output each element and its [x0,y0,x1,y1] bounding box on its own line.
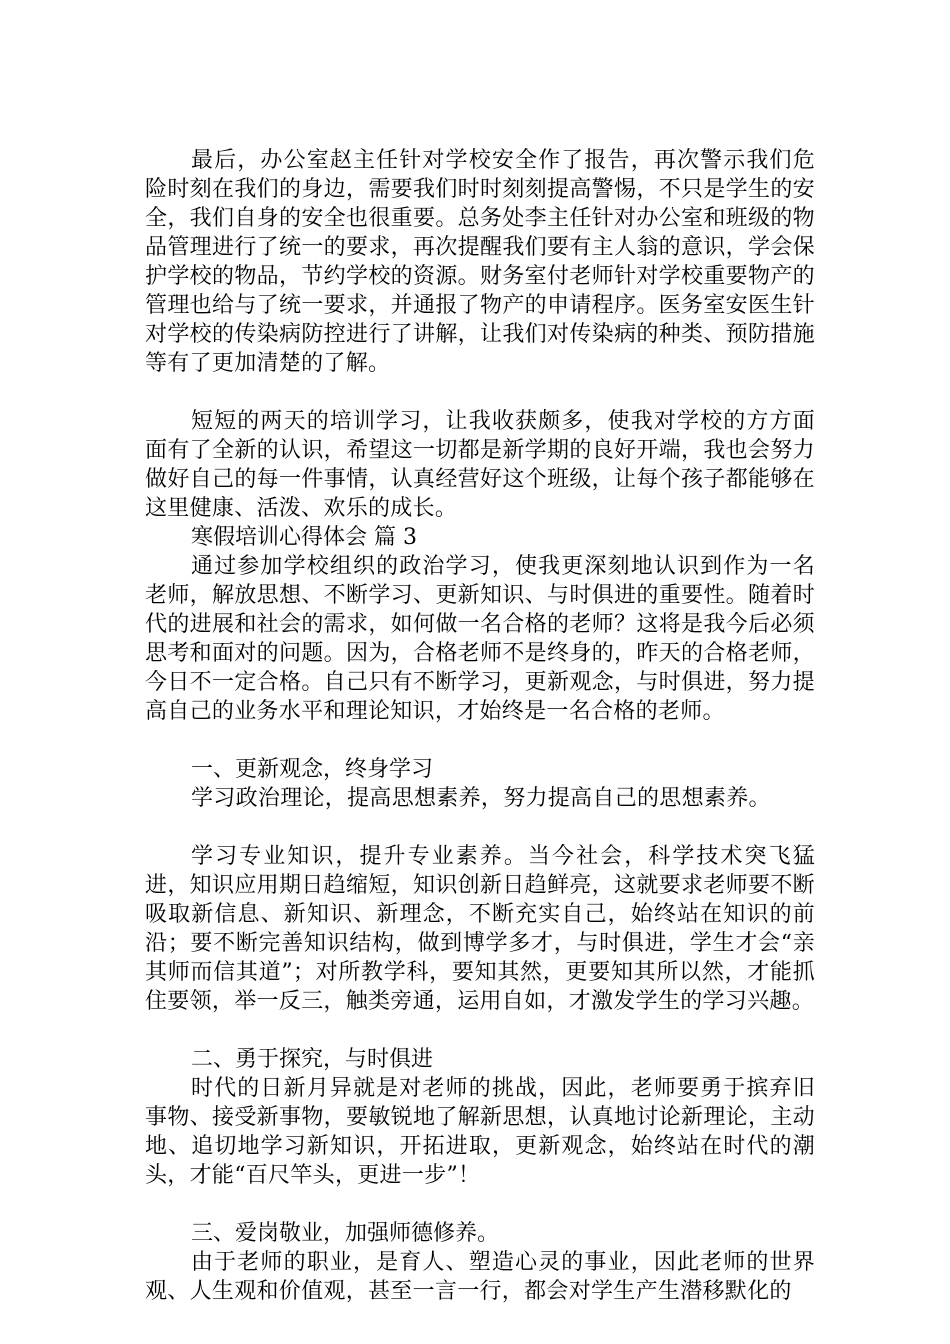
heading-dedication-ethics: 三、爱岗敬业，加强师德修养。 [191,1221,500,1246]
paragraph-political-theory: 学习政治理论，提高思想素养，努力提高自己的思想素养。 [191,786,771,811]
section-title-part-3: 寒假培训心得体会 篇 3 [191,525,417,550]
paragraph-professional-knowledge: 学习专业知识，提升专业素养。当今社会，科学技术突飞猛进，知识应用期日趋缩短，知识创新日趋鲜亮，这就要求老师要不断吸取新信息、新知识、新理念，不断充实自己，始终站在知识的前沿；要不断完善知识结构，做到博学多才，与时俱进，学生才会“亲其师而信其道”；对所教学科，要知其然，更要知其所以然，才能抓住要领，举一反三，触类旁通，运用自如，才激发学生的学习兴趣。 [145,844,815,1014]
paragraph-teacher-profession: 由于老师的职业，是育人、塑造心灵的事业，因此老师的世界观、人生观和价值观，甚至一言一行，都会对学生产生潜移默化的 [145,1250,815,1304]
heading-explore-progress: 二、勇于探究，与时俱进 [191,1047,434,1072]
paragraph-political-study: 通过参加学校组织的政治学习，使我更深刻地认识到作为一名老师，解放思想、不断学习、更新知识、与时俱进的重要性。随着时代的进展和社会的需求，如何做一名合格的老师？这将是我今后必须思考和面对的问题。因为，合格老师不是终身的，昨天的合格老师，今日不一定合格。自己只有不断学习，更新观念，与时俱进，努力提高自己的业务水平和理论知识，才始终是一名合格的老师。 [145,554,815,724]
paragraph-training-summary: 短短的两天的培训学习，让我收获颇多，使我对学校的方方面面有了全新的认识，希望这一切都是新学期的良好开端，我也会努力做好自己的每一件事情，认真经营好这个班级，让每个孩子都能够在这里健康、活泼、欢乐的成长。 [145,409,815,521]
paragraph-times-challenge: 时代的日新月异就是对老师的挑战，因此，老师要勇于摈弃旧事物、接受新事物，要敏锐地了解新思想，认真地讨论新理论，主动地、追切地学习新知识，开拓进取，更新观念，始终站在时代的潮头，才能“百尺竿头，更进一步”！ [145,1076,815,1188]
paragraph-safety-report: 最后，办公室赵主任针对学校安全作了报告，再次警示我们危险时刻在我们的身边，需要我们时时刻刻提高警惕，不只是学生的安全，我们自身的安全也很重要。总务处李主任针对办公室和班级的物品管理进行了统一的要求，再次提醒我们要有主人翁的意识，学会保护学校的物品，节约学校的资源。财务室付老师针对学校重要物产的管理也给与了统一要求，并通报了物产的申请程序。医务室安医生针对学校的传染病防控进行了讲解，让我们对传染病的种类、预防措施等有了更加清楚的了解。 [145,148,815,376]
document-page [145,146,815,1306]
heading-update-concepts: 一、更新观念，终身学习 [191,757,434,782]
